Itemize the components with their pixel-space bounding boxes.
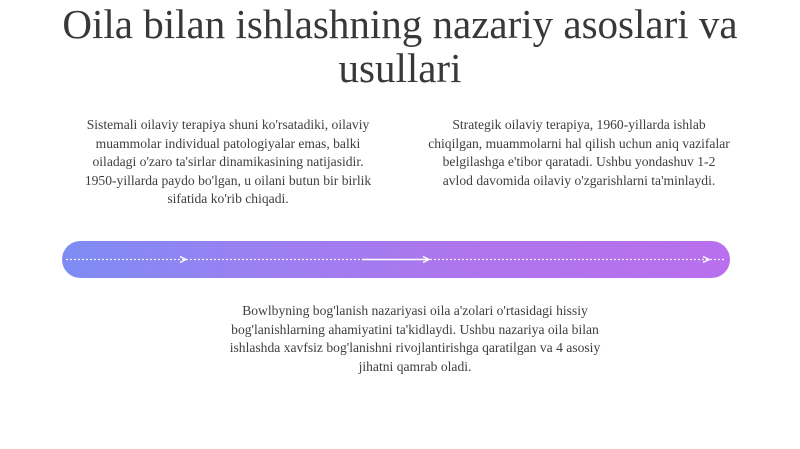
- text-block-strategic-therapy: Strategik oilaviy terapiya, 1960-yillarda ishlab chiqilgan, muammolarni hal qilish uchun aniq vazifalar belgilashga e'tibor qaratadi. Ushbu yondashuv 1-2 avlod davomida oilaviy o'zgarishlarni ta'minlaydi.: [428, 117, 730, 188]
- text-block-attachment-theory: Bowlbyning bog'lanish nazariyasi oila a'zolari o'rtasidagi hissiy bog'lanishlarning ahamiyatini ta'kidlaydi. Ushbu nazariya oila bilan ishlashda xavfsiz bog'lanishni rivojlantirishga qaratilgan va 4 asosiy jihatni qamrab oladi.: [229, 303, 601, 374]
- timeline-track: [62, 241, 730, 278]
- timeline-bar: [62, 241, 730, 278]
- page-title: Oila bilan ishlashning nazariy asoslari va usullari: [62, 1, 738, 91]
- text-block-systemic-therapy: Sistemali oilaviy terapiya shuni ko'rsatadiki, oilaviy muammolar individual patologiyalar emas, balki oiladagi o'zaro ta'sirlar dinamikasining natijasidir. 1950-yillarda paydo bo'lgan, u oilani butun bir birlik sifatida ko'rib chiqadi.: [84, 117, 372, 207]
